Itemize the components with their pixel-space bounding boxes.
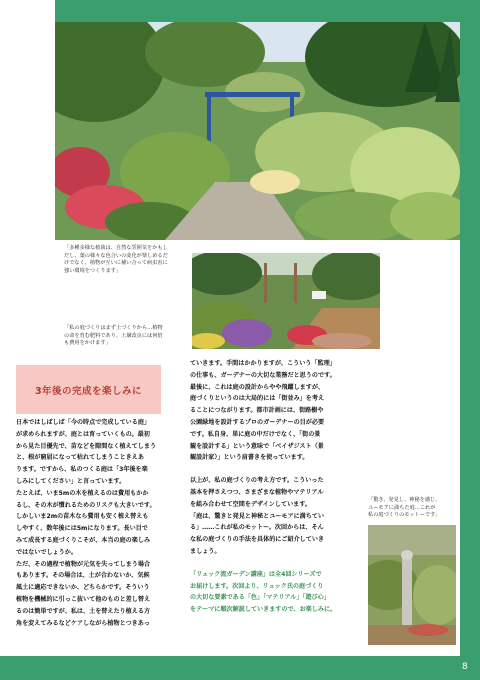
soil-garden-photo: [192, 253, 380, 349]
bottom-accent-bar: [0, 656, 480, 680]
text-line: 最後に、これは庭の設計からやや飛躍しますが、: [190, 383, 325, 391]
text-line: を組み合わせて空間をデザインしています。: [190, 500, 311, 508]
text-line: 観を設計する」という意味で「ベイザジスト（景: [190, 442, 324, 450]
text-line: ではないでしょうか。: [16, 548, 77, 556]
main-garden-photo: [55, 22, 460, 240]
series-note-line: 「リュック流ガーデン講座」は全4回シリーズで: [190, 570, 322, 578]
text-line: な私の庭づくりの手法を具体的にご紹介していき: [190, 536, 325, 544]
text-line: もあります。その場合は、土が合わないか、気候: [16, 572, 150, 580]
text-line: 「庭は、驚きと発見と神秘とユーモアに満ちてい: [190, 512, 325, 520]
main-photo-caption: 「多種多様な植栽は、自然な雰囲気をかもし だし、葉の様々な色合いの変化が楽しめるだ けでなく、植物が互いに補い合って病虫害に 強い環境をつくります」: [64, 245, 168, 274]
text-line: と、根が窮屈になって枯れてしまうこときえあ: [16, 454, 144, 462]
section-heading-box: [16, 365, 161, 414]
text-line: から見た目優先で、苗などを隙間なく植えてしまう: [16, 442, 157, 450]
text-line: るのは簡単ですが、私は、土を替えたり植える方: [16, 607, 151, 615]
text-line: 日本ではしばしば「今の時点で完成している庭」: [16, 419, 151, 426]
text-line: 植物を機械的に引っこ抜いて他のものと差し替え: [16, 595, 151, 603]
text-line: の仕事も、ガーデナーの大切な業務だと思うのです。: [190, 371, 336, 379]
text-line: ていきます。手間はかかりますが、こういう「監理」: [190, 360, 336, 367]
text-line: 以上が、私の庭づくりの考え方です。こういった: [190, 477, 324, 485]
text-line: みて成長する庭づくりこそが、本当の庭の楽しみ: [16, 536, 151, 544]
text-line: しやすく、数年後には5mになります。長い目で: [16, 525, 148, 533]
text-line: 観設計家）」という肩書きを使っています。: [190, 454, 309, 462]
body-column-right: [190, 358, 362, 616]
text-line: しみにしてください」と言っています。: [16, 477, 126, 485]
side-photo-caption: 「驚き、発見し、神秘を感じ、 ユーモアに満ちた庭…これが 私の庭づくりのモットーです」: [368, 497, 441, 519]
text-line: しかしいま2mの苗木なら費用も安く植え替えも: [16, 513, 149, 521]
second-photo-caption: 「私の庭づくりはまず土づくりから…植物 の命を育む肥料であり、土壌改良には何倍 も費用をかけます」: [64, 325, 163, 347]
text-line: です。私自身、単に庭の中だけでなく、「街の景: [190, 430, 321, 438]
top-accent-bar: [55, 0, 460, 22]
text-line: ることにつながります。都市計画には、街路樹や: [190, 407, 324, 415]
text-line: たとえば、いま5mの木を植えるのは費用もかか: [16, 489, 149, 497]
text-line: ります。ですから、私のつくる庭は「3年後を楽: [16, 466, 148, 474]
series-note-line: の大切な要素である「色」「マテリアル」「遊び心」: [190, 594, 330, 602]
text-line: 風土に適応できないか、どちらかです。そういう: [16, 584, 150, 592]
series-note-line: お届けします。次回より、リュック氏の庭づくり: [190, 582, 324, 590]
text-line: る」……これが私のモットー。次回からは、そん: [190, 524, 324, 532]
section-heading: 3年後の完成を楽しみに: [34, 385, 143, 397]
text-line: ただ、その過程で植物が元気を失ってしまう場合: [16, 560, 151, 568]
text-line: 庭づくりというのは大局的には「街並み」を考え: [190, 395, 325, 403]
text-line: ましょう。: [190, 547, 221, 555]
body-column-left: [16, 417, 176, 629]
sculpture-photo: [368, 525, 456, 645]
text-line: 公園緑地を設計するプロのガーデナーの目が必要: [190, 418, 325, 426]
series-note-line: をテーマに順次解説していきますので、お楽しみに。: [190, 606, 337, 614]
text-line: 角を変えてみるなどケアしながら植物とつきあっ: [16, 619, 150, 627]
right-accent-bar: [460, 0, 480, 680]
page-number: 8: [462, 662, 468, 672]
text-line: が求められますが、庭とは育っていくもの。最初: [16, 430, 150, 438]
text-line: るし、その木が慣れるためのリスクも大きいです。: [16, 501, 156, 509]
text-line: 基本を押さえつつ、さまざまな植物やマテリアル: [190, 488, 324, 496]
